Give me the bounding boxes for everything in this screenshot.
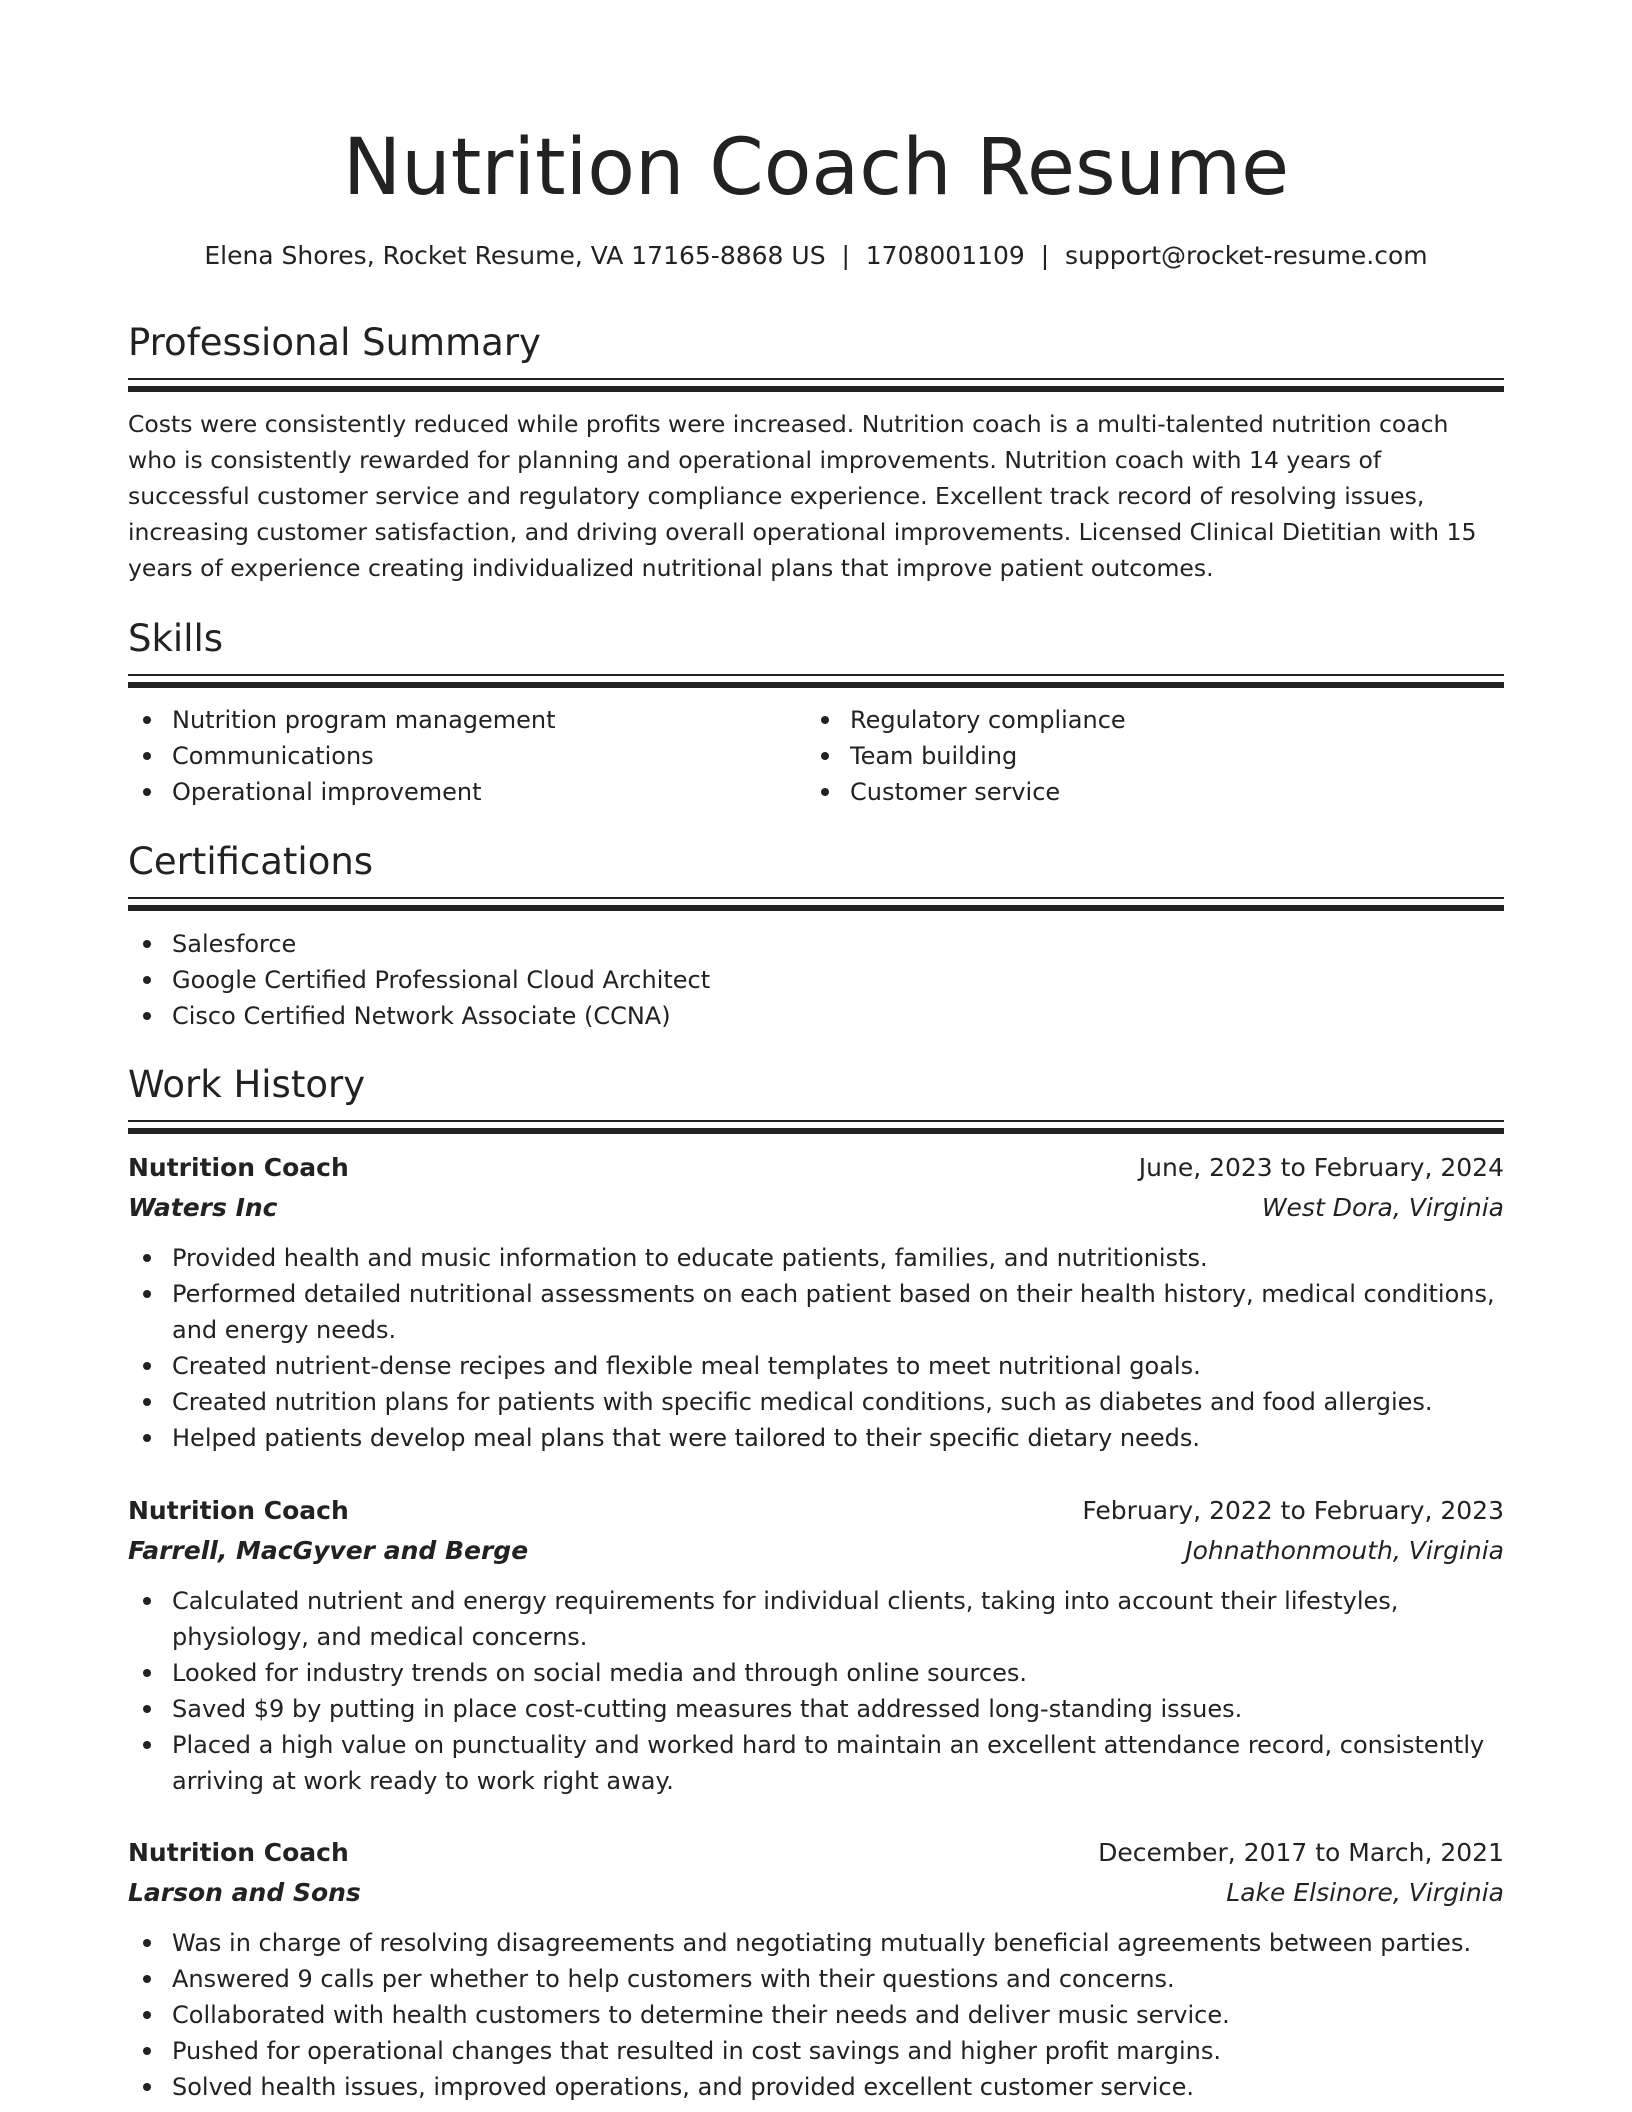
job-bullets (128, 1925, 1504, 2105)
skills-divider (128, 674, 1504, 688)
contact-line: Elena Shores, Rocket Resume, VA 17165-8868 US | 1708001109 | support@rocket-resume.com (204, 241, 1428, 270)
job-location: Johnathonmouth, Virginia (1185, 1536, 1504, 1565)
job-bullet: Was in charge of resolving disagreements and negotiating mutually beneficial agreements between parties. (128, 1925, 1504, 1961)
job-title: Nutrition Coach (128, 1838, 349, 1867)
job-bullet: Created nutrient-dense recipes and flexible meal templates to meet nutritional goals. (128, 1348, 1504, 1384)
certification-item: Cisco Certified Network Associate (CCNA) (128, 998, 1504, 1034)
job-company: Waters Inc (128, 1193, 278, 1222)
summary-heading: Professional Summary (128, 321, 541, 364)
job-bullet: Placed a high value on punctuality and worked hard to maintain an excellent attendance record, consistently arriving at work ready to work right away. (128, 1727, 1504, 1799)
job-bullet: Answered 9 calls per whether to help customers with their questions and concerns. (128, 1961, 1504, 1997)
certification-item: Google Certified Professional Cloud Architect (128, 962, 1504, 998)
job-company: Larson and Sons (128, 1878, 361, 1907)
skills-list-left (128, 702, 808, 810)
job-bullet: Performed detailed nutritional assessments on each patient based on their health history, medical conditions, and energy needs. (128, 1276, 1504, 1348)
job-bullet: Saved $9 by putting in place cost-cutting measures that addressed long-standing issues. (128, 1691, 1504, 1727)
job-title: Nutrition Coach (128, 1153, 349, 1182)
skill-item: Operational improvement (128, 774, 808, 810)
job-dates: December, 2017 to March, 2021 (1098, 1838, 1504, 1867)
job-entry (128, 1833, 1504, 2105)
job-bullet: Collaborated with health customers to determine their needs and deliver music service. (128, 1997, 1504, 2033)
skills-heading: Skills (128, 617, 224, 660)
certifications-divider (128, 897, 1504, 911)
resume-page (128, 0, 1504, 2112)
job-dates: June, 2023 to February, 2024 (1138, 1153, 1504, 1182)
job-location: West Dora, Virginia (1261, 1193, 1504, 1222)
job-entry (128, 1148, 1504, 1456)
summary-text: Costs were consistently reduced while profits were increased. Nutrition coach is a multi-talented nutrition coach who is consistently rewarded for planning and operational improvements. Nutrition coach with 14 years of successful customer service and regulatory compliance experience. Excellent track record of resolving issues, increasing customer satisfaction, and driving overall operational improvements. Licensed Clinical Dietitian with 15 years of experience creating individualized nutritional plans that improve patient outcomes. (128, 410, 1477, 582)
job-bullet: Helped patients develop meal plans that were tailored to their specific dietary needs. (128, 1420, 1504, 1456)
resume-title: Nutrition Coach Resume (342, 123, 1290, 213)
certifications-list (128, 926, 1504, 1034)
skill-item: Nutrition program management (128, 702, 808, 738)
job-bullets (128, 1583, 1504, 1799)
job-bullet: Calculated nutrient and energy requirements for individual clients, taking into account their lifestyles, physiology, and medical concerns. (128, 1583, 1504, 1655)
job-entry (128, 1491, 1504, 1799)
job-company: Farrell, MacGyver and Berge (128, 1536, 529, 1565)
skill-item: Team building (806, 738, 1486, 774)
certifications-heading: Certifications (128, 840, 374, 883)
summary-divider (128, 378, 1504, 392)
skills-list-right (806, 702, 1486, 810)
job-bullet: Created nutrition plans for patients with specific medical conditions, such as diabetes and food allergies. (128, 1384, 1504, 1420)
work-history-divider (128, 1120, 1504, 1134)
job-bullet: Solved health issues, improved operations, and provided excellent customer service. (128, 2069, 1504, 2105)
certification-item: Salesforce (128, 926, 1504, 962)
work-history-heading: Work History (128, 1063, 366, 1106)
job-bullet: Provided health and music information to educate patients, families, and nutritionists. (128, 1240, 1504, 1276)
job-bullets (128, 1240, 1504, 1456)
job-dates: February, 2022 to February, 2023 (1082, 1496, 1504, 1525)
skill-item: Regulatory compliance (806, 702, 1486, 738)
job-bullet: Looked for industry trends on social media and through online sources. (128, 1655, 1504, 1691)
job-title: Nutrition Coach (128, 1496, 349, 1525)
skill-item: Customer service (806, 774, 1486, 810)
job-bullet: Pushed for operational changes that resulted in cost savings and higher profit margins. (128, 2033, 1504, 2069)
job-location: Lake Elsinore, Virginia (1226, 1878, 1504, 1907)
skill-item: Communications (128, 738, 808, 774)
